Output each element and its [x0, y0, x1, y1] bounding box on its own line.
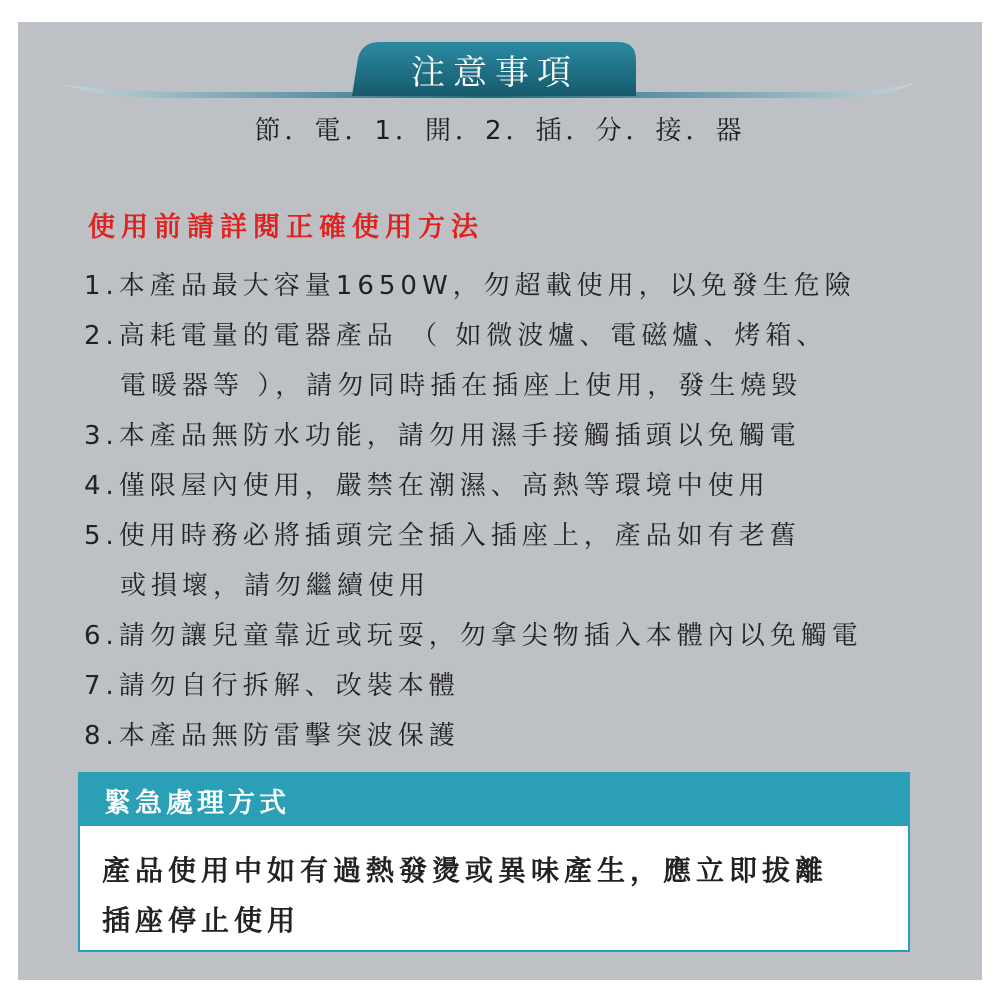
- product-subtitle: 節．電．1．開．2．插．分．接．器: [254, 115, 746, 146]
- rule-item-2: 2.高耗電量的電器產品 （ 如微波爐、電磁爐、烤箱、: [84, 320, 828, 351]
- rule-item-1: 1.本產品最大容量1650W，勿超載使用，以免發生危險: [84, 270, 856, 301]
- rules-list: [84, 258, 984, 758]
- rule-item-5-continued: 或損壞，請勿繼續使用: [120, 570, 431, 601]
- rule-item-7: 7.請勿自行拆解、改裝本體: [84, 670, 460, 701]
- rule-item-5: 5.使用時務必將插頭完全插入插座上，產品如有老舊: [84, 520, 801, 551]
- rule-item-6: 6.請勿讓兒童靠近或玩耍，勿拿尖物插入本體內以免觸電: [84, 620, 863, 651]
- emergency-title: 緊急處理方式: [80, 774, 908, 826]
- warning-heading: 使用前請詳閱正確使用方法: [88, 211, 484, 243]
- rule-item-4: 4.僅限屋內使用，嚴禁在潮濕、高熱等環境中使用: [84, 470, 770, 501]
- emergency-line-1: 產品使用中如有過熱發燙或異味產生，應立即拔離: [102, 854, 829, 887]
- emergency-line-2: 插座停止使用: [102, 904, 301, 937]
- rule-item-8: 8.本產品無防雷擊突波保護: [84, 720, 460, 751]
- rule-item-2-continued: 電暖器等 ），請勿同時插在插座上使用，發生燒毀: [120, 370, 803, 401]
- page-title: 注意事項: [411, 52, 579, 93]
- rule-item-3: 3.本產品無防水功能，請勿用濕手接觸插頭以免觸電: [84, 420, 801, 451]
- emergency-body: [80, 826, 908, 944]
- emergency-box: [78, 772, 910, 952]
- header: [0, 0, 1000, 146]
